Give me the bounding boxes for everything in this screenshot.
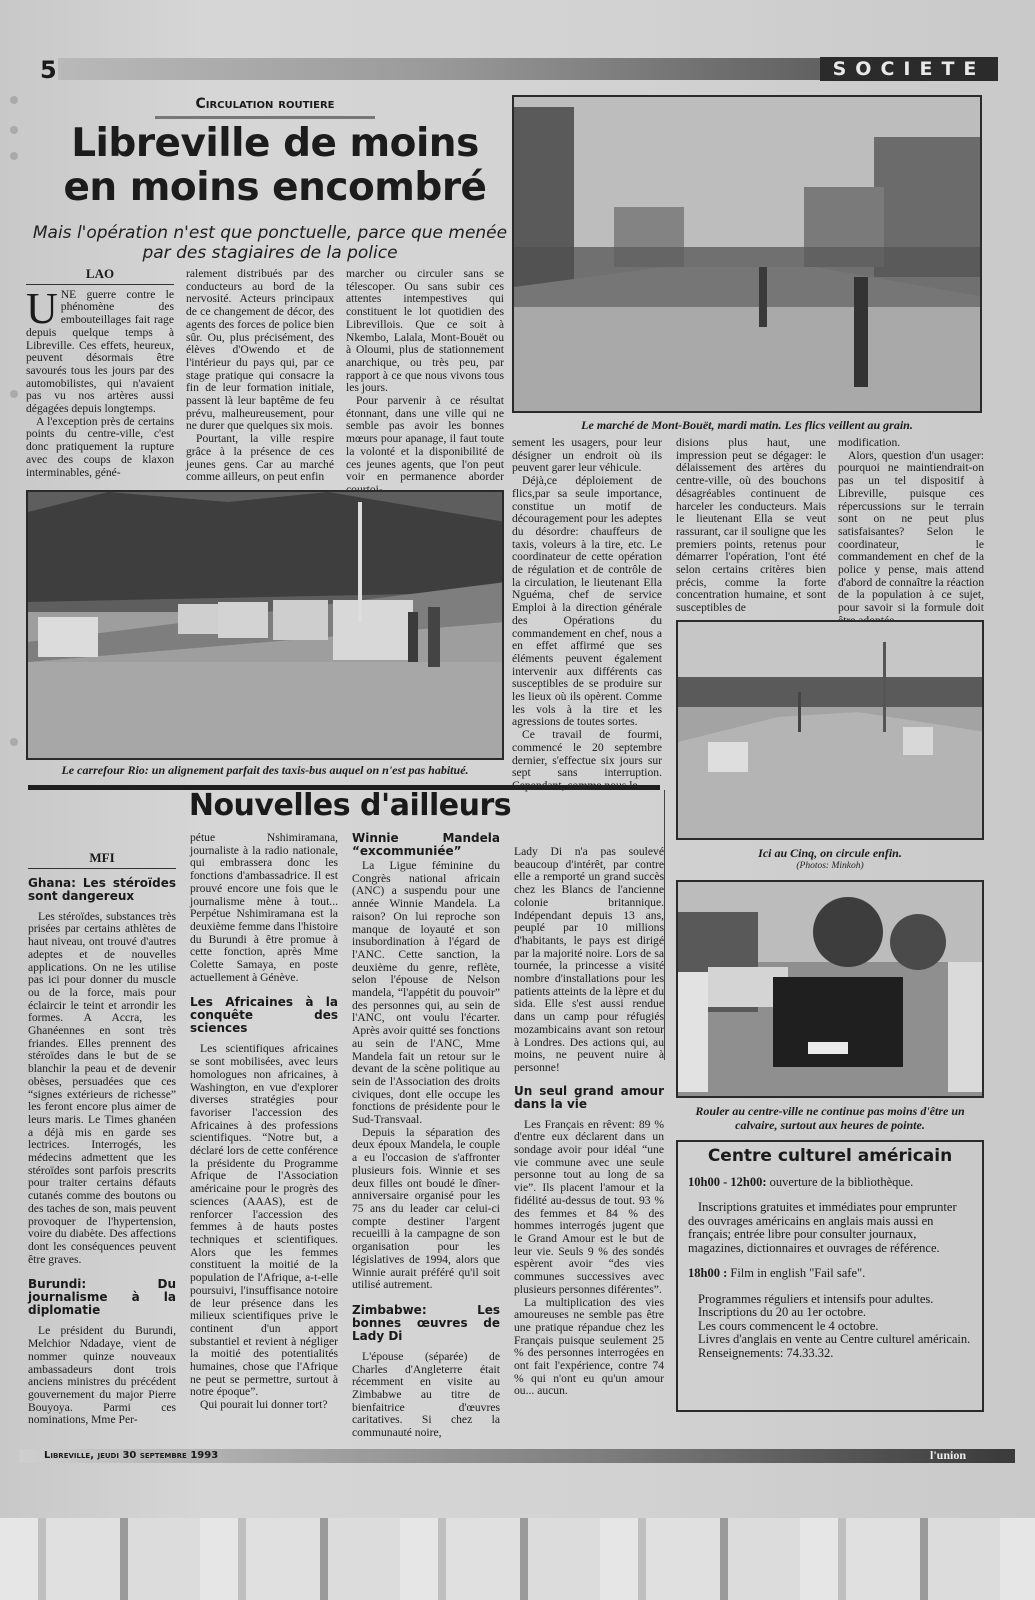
article-paragraph: A l'exception près de certains points du centre-ville, c'est donc pratiquement la rupture avec des coups de klaxon interminables, géné- (26, 414, 174, 479)
market-street-image (514, 97, 982, 413)
article-headline: Libreville de moins en moins encombré (63, 121, 487, 210)
cca-inscriptions: Inscriptions gratuites et immédiates pour emprunter des ouvrages américains en anglais mais aussi en français; entrée libre pour consulter journaux, magazines, dictionnaires et ouvrages de référence. (688, 1200, 957, 1255)
article-paragraph: ralement distribués par des conducteurs au bord de la nervosité. Acteurs principaux de ce changement de décor, des agents des forces de police bien sûr. Ou, plus précisément, des élèves d'Owendo et de l'intérieur du pays qui, par ce stage pratique qui consacre la fin de leur formation initiale, passent là leur baptême de feu prévu, malheureusement, pour ne durer que quelques six mois. (186, 267, 334, 433)
photo-au-cinq (676, 620, 984, 840)
drop-cap: U (26, 283, 58, 333)
brief-body-burundi-cont: pétue Nshimiramana, journaliste à la radio nationale, qui embrassera donc les fonctions d'ambassadrice. Il est prouvé encore une fois que le journalisme mène à tout... Perpétue Nshimiramana est la deuxième femme dans l'histoire du Burundi à être promue à cette fonction, après Mme Colette Samaya, en poste actuellement à Génève. (190, 831, 338, 984)
article-paragraph: UNE guerre contre le phénomène des embouteillages fait rage depuis quelque temps à Libreville. Ces effets, heureux, peuvent désormais être savourés tous les jours par des automobilistes, qui n'avaient pas vu nos artères aussi dégagées depuis longtemps. (26, 283, 174, 416)
cca-books: Livres d'anglais en vente au Centre culturel américain. (698, 1332, 971, 1346)
caption-market: Le marché de Mont-Bouët, mardi matin. Les flics veillent au grain. (581, 418, 913, 432)
cca-course-start: Les cours commencent le 4 octobre. (698, 1318, 879, 1333)
brief-body-zimbabwe-cont: Lady Di n'a pas soulevé beaucoup d'intérêt, par contre elle a remporté un grand succès chez les Blancs de l'ancienne colonie britannique. Indépendant depuis 13 ans, peuplé par 10 millions d'habitants, le pays est dirigé par la majorité noire. Lors de sa tournée, la princesse a visité nombre d'installations pour les patients atteints de la lèpre et du sida. Elle s'est aussi rendue dans un camp pour réfugiés mozambicains avant son retour à Londres. Des actions qui, au moins, ne peuvent nuire à personne! (514, 845, 664, 1074)
brief-heading-amour: Un seul grand amour dans la vie (514, 1083, 664, 1111)
footer-dateline: Libreville, jeudi 30 septembre 1993 (44, 1450, 219, 1461)
photo-credit: (Photos: Minkoh) (796, 861, 864, 871)
cca-schedule-film: 18h00 : Film in english "Fail safe". (688, 1266, 866, 1280)
nouvelles-column-2 (190, 832, 338, 1412)
brief-heading-ghana: Ghana: Les stéroïdes sont dangereux (28, 875, 176, 903)
article-byline: LAO (26, 268, 174, 285)
nouvelles-column-1 (28, 852, 176, 1427)
taxi-line-image (28, 492, 504, 760)
article-column-2 (186, 268, 334, 484)
cinq-road-image (678, 622, 984, 840)
article-column-4 (512, 437, 662, 793)
article-kicker: Circulation routiere (195, 96, 335, 112)
photo-carrefour-rio (26, 490, 504, 760)
brief-heading-zimbabwe: Zimbabwe: Les bonnes œuvres de Lady Di (352, 1302, 500, 1343)
brief-body-sciences: Les scientifiques africaines se sont mobilisées, avec leurs homologues non africaines, à Washington, en vue d'explorer diverses stratégies pour favoriser l'accession des Africaines à des professions scientifiques. “Notre but, a déclaré lors de cette conférence la présidente du Programme Afrique de l'Association américaine pour le progrès des sciences (AAAS), est de renforcer l'accession des femmes à de hauts postes techniques et scientifiques. Alors que les femmes constituent la moitié de la population de l'Afrique, a-t-elle poursuivi, l'insuffisance notoire de leur présence dans les milieux scientifiques prive le continent d'un apport substantiel et revient à négliger la moitié des potentialités humaines, chose que l'Afrique ne peut se permettre, surtout à notre époque”. (190, 1042, 338, 1399)
article-paragraph: modification. (838, 436, 901, 449)
brief-body-amour: Les Français en rêvent: 89 % d'entre eux déclarent dans un sondage avoir pour idéal “une vie commune avec une seule personne tout au long de sa vie”. Ils placent l'amour et la fidélité au-dessus de tout. 93 % des femmes et 84 % des hommes interrogés jugent que le Grand Amour est le but de leur vie. Seuls 9 % des sondés espèrent avoir “des vies communes successives avec plusieurs personnes diférentes”. (514, 1117, 664, 1296)
kicker-rule (155, 116, 375, 119)
article-paragraph: Ce travail de fourmi, commencé le 20 septembre dernier, s'effectue six jours sur sept sans interruption. (512, 728, 662, 780)
page-number: 5 (40, 56, 57, 84)
punch-hole (10, 152, 18, 160)
article-subhead: Mais l'opération n'est que ponctuelle, parce que menée par des stagiaires de la police (32, 223, 508, 263)
punch-hole (10, 126, 18, 134)
caption-downtown: Rouler au centre-ville ne continue pas moins d'être un calvaire, surtout aux heures de pointe. (695, 1104, 965, 1132)
punch-hole (10, 390, 18, 398)
photo-downtown-traffic (676, 880, 984, 1098)
punch-hole (10, 96, 18, 104)
photo-mont-bouet-market (512, 95, 982, 413)
brief-body-amour-2: La multiplication des vies amoureuses ne semble pas être une pratique répandue chez les Français puisque seulement 25 % des personnes interrogées en ont fait l'expérience, contre 74 % qui n'ont eu qu'un amour ou... aucun. (514, 1295, 664, 1398)
brief-body-ghana: Les stéroïdes, substances très prisées par certains athlètes de haut niveau, ont trouvé d'autres adeptes et de nouvelles applications. On ne les utilise pas ici pour donner du muscle ou de la force, mais pour éclaircir le teint et arrondir les formes. A Accra, les Ghanéennes en sont très friandes. Elles prennent des stéroïdes dans le but de se blanchir la peau et de devenir obèses, persuadées que ces “signes extérieurs de richesse” les feront encore plus aimer de leurs maris. Le Times ghanéen a déjà mis en garde ses lectrices. Interrogés, les médecins admettent que les stéroïdes sont parfois prescrits pour traiter certains défauts cutanés comme des boutons ou des taches de son, mais peuvent provoquer de l'hypertension, voire du diabète. Des affections dont les conséquences peuvent être graves. (28, 909, 176, 1266)
article-paragraph: Pourtant, la ville respire grâce à la présence de ces jeunes gens. Car au marché comme ailleurs, on peut enfin (186, 432, 334, 484)
brief-body-burundi: Le président du Burundi, Melchior Ndadaye, vient de nommer quinze nouveaux ambassadeurs dont trois anciens ministres du précédent gouvernement du major Pierre Bouyoya. Parmi ces nominations, Mme Per- (28, 1324, 176, 1427)
brief-heading-sciences: Les Africaines à la conquête des sciences (190, 995, 338, 1036)
scan-artifact-strip (0, 1518, 1035, 1600)
article-column-5 (676, 437, 826, 615)
brief-body-sciences-end: Qui pourait lui donner tort? (200, 1398, 328, 1412)
cca-inscription-dates: Inscriptions du 20 au 1er octobre. (698, 1305, 867, 1319)
nouvelles-column-3 (352, 832, 500, 1440)
article-column-6 (838, 437, 984, 628)
punch-hole (10, 738, 18, 746)
cca-programmes: Programmes réguliers et intensifs pour adultes. (698, 1291, 934, 1306)
column-divider (664, 790, 665, 1060)
nouvelles-byline: MFI (28, 852, 176, 869)
article-paragraph: Alors, question d'un usager: pourquoi ne maintiendrait-on pas un tel dispositif à Libreville, puisque ces répercussions sur le terrain sont on ne peut plus satisfaisantes? Selon le coordinateur, le commandement en chef de la police y pense, mais attend d'abord de connaître la réaction de la population à ce sujet, pour savoir si la formule doit (838, 448, 984, 615)
brief-heading-burundi: Burundi: Du journalisme à la diplomatie (28, 1277, 176, 1318)
article-paragraph: sement les usagers, pour leur désigner un endroit où ils peuvent garer leur véhicule. (512, 436, 662, 475)
article-column-3 (346, 268, 504, 497)
article-paragraph: disions plus haut, une impression peut se dégager: le délaissement des artères du centre-ville, où des bouchons désagréables continuent de harceler les conducteurs. Mais le lieutenant Ella se veut rassurant, car il souligne que les premiers points, retenus pour démarrer l'opération, l'ont été selon certains critères bien précis, comme la forte concentration humaine, et sont susceptibles de (676, 436, 826, 615)
footer-brand: l'union (930, 1448, 967, 1462)
brief-heading-winnie: Winnie Mandela “excommuniée” (352, 831, 500, 858)
cca-schedule-library: 10h00 - 12h00: ouverture de la bibliothèque. (688, 1174, 914, 1189)
cca-contact: Renseignements: 74.33.32. (698, 1345, 834, 1360)
article-paragraph: marcher ou circuler sans se télescoper. Ou sans subir ces attentes intempestives qui constituent le lot quotidien des Librevillois. Que ce soit à Nkembo, Lalala, Mont-Bouët ou à Oloumi, plus de stationnement anarchique, ou très peu, par rapport à ce que nous vivons tous les jours. (346, 267, 504, 395)
brief-body-winnie-2: Depuis la séparation des deux époux Mandela, le couple a eu l'occasion de s'affronter plusieurs fois. Winnie et ses deux filles ont boudé le dîner-anniversaire organisé pour les 75 ans du leader car celui-ci compte destiner l'argent recueilli à la campagne de son organisation pour les législatives de 1994, alors que Winnie aurait préféré qu'il soit utilisé autrement. (352, 1125, 500, 1292)
cca-title: Centre culturel américain (707, 1146, 953, 1166)
caption-cinq: Ici au Cinq, on circule enfin. (758, 846, 902, 860)
article-column-1 (26, 268, 174, 479)
caption-rio: Le carrefour Rio: un alignement parfait des taxis-bus auquel on n'est pas habitué. (61, 763, 469, 777)
article-paragraph: Pour parvenir à ce résultat étonnant, dans une ville qui ne semble pas avoir les bonnes mœurs pour apanage, il faut toute la volonté et la disponibilité de ces jeunes agents, que l'on peut voir en permanence aborder (346, 394, 504, 484)
section-label: SOCIETE (820, 57, 998, 81)
brief-body-zimbabwe: L'épouse (séparée) de Charles d'Angleterre était récemment en visite au Zimbabwe au titre de bienfaitrice d'œuvres caritatives. Si chez la communauté noire, (352, 1349, 500, 1440)
brief-body-winnie: La Ligue féminine du Congrès national africain (ANC) a suspendu pour une année Winnie Mandela. La raison? On lui reproche son manque de loyauté et son insubordination à l'égard de l'ANC. Cette sanction, la deuxième du genre, reflète, selon l'épouse de Nelson mandela, “l'appétit du pouvoir” des personnes qui, au sein de l'ANC, ont voulu l'écarter. Après avoir quitté ses fonctions au sein de l'ANC, Mme Mandela fait un retour sur le devant de la scène politique au sein de l'Association des droits civiques, dont elle occupe les fonctions de présidente pour le Sud-Transvaal. (352, 859, 500, 1127)
traffic-jam-image (678, 882, 984, 1098)
article-paragraph: Déjà,ce déploiement de flics,par sa seule importance, constitue un motif de découragement pour les adeptes du désordre: chauffeurs de taxis, voleurs à la tire, etc. Le coordinateur de cette opération de régulation et de contrôle de la circulation, le lieutenant Ella Nguéma, chef de service Emploi à la direction générale des Opérations du commandement en chef, nous a en effet affirmé que ses éléments peuvent également intervenir aux différents cas susceptibles de se produire sur les lieux où ils opèrent. Comme les vols à la tire et les agressions de toutes sortes. (512, 474, 662, 729)
section-title-nouvelles: Nouvelles d'ailleurs (188, 788, 512, 823)
cca-announcement-box (676, 1140, 984, 1412)
nouvelles-column-4 (514, 846, 664, 1398)
